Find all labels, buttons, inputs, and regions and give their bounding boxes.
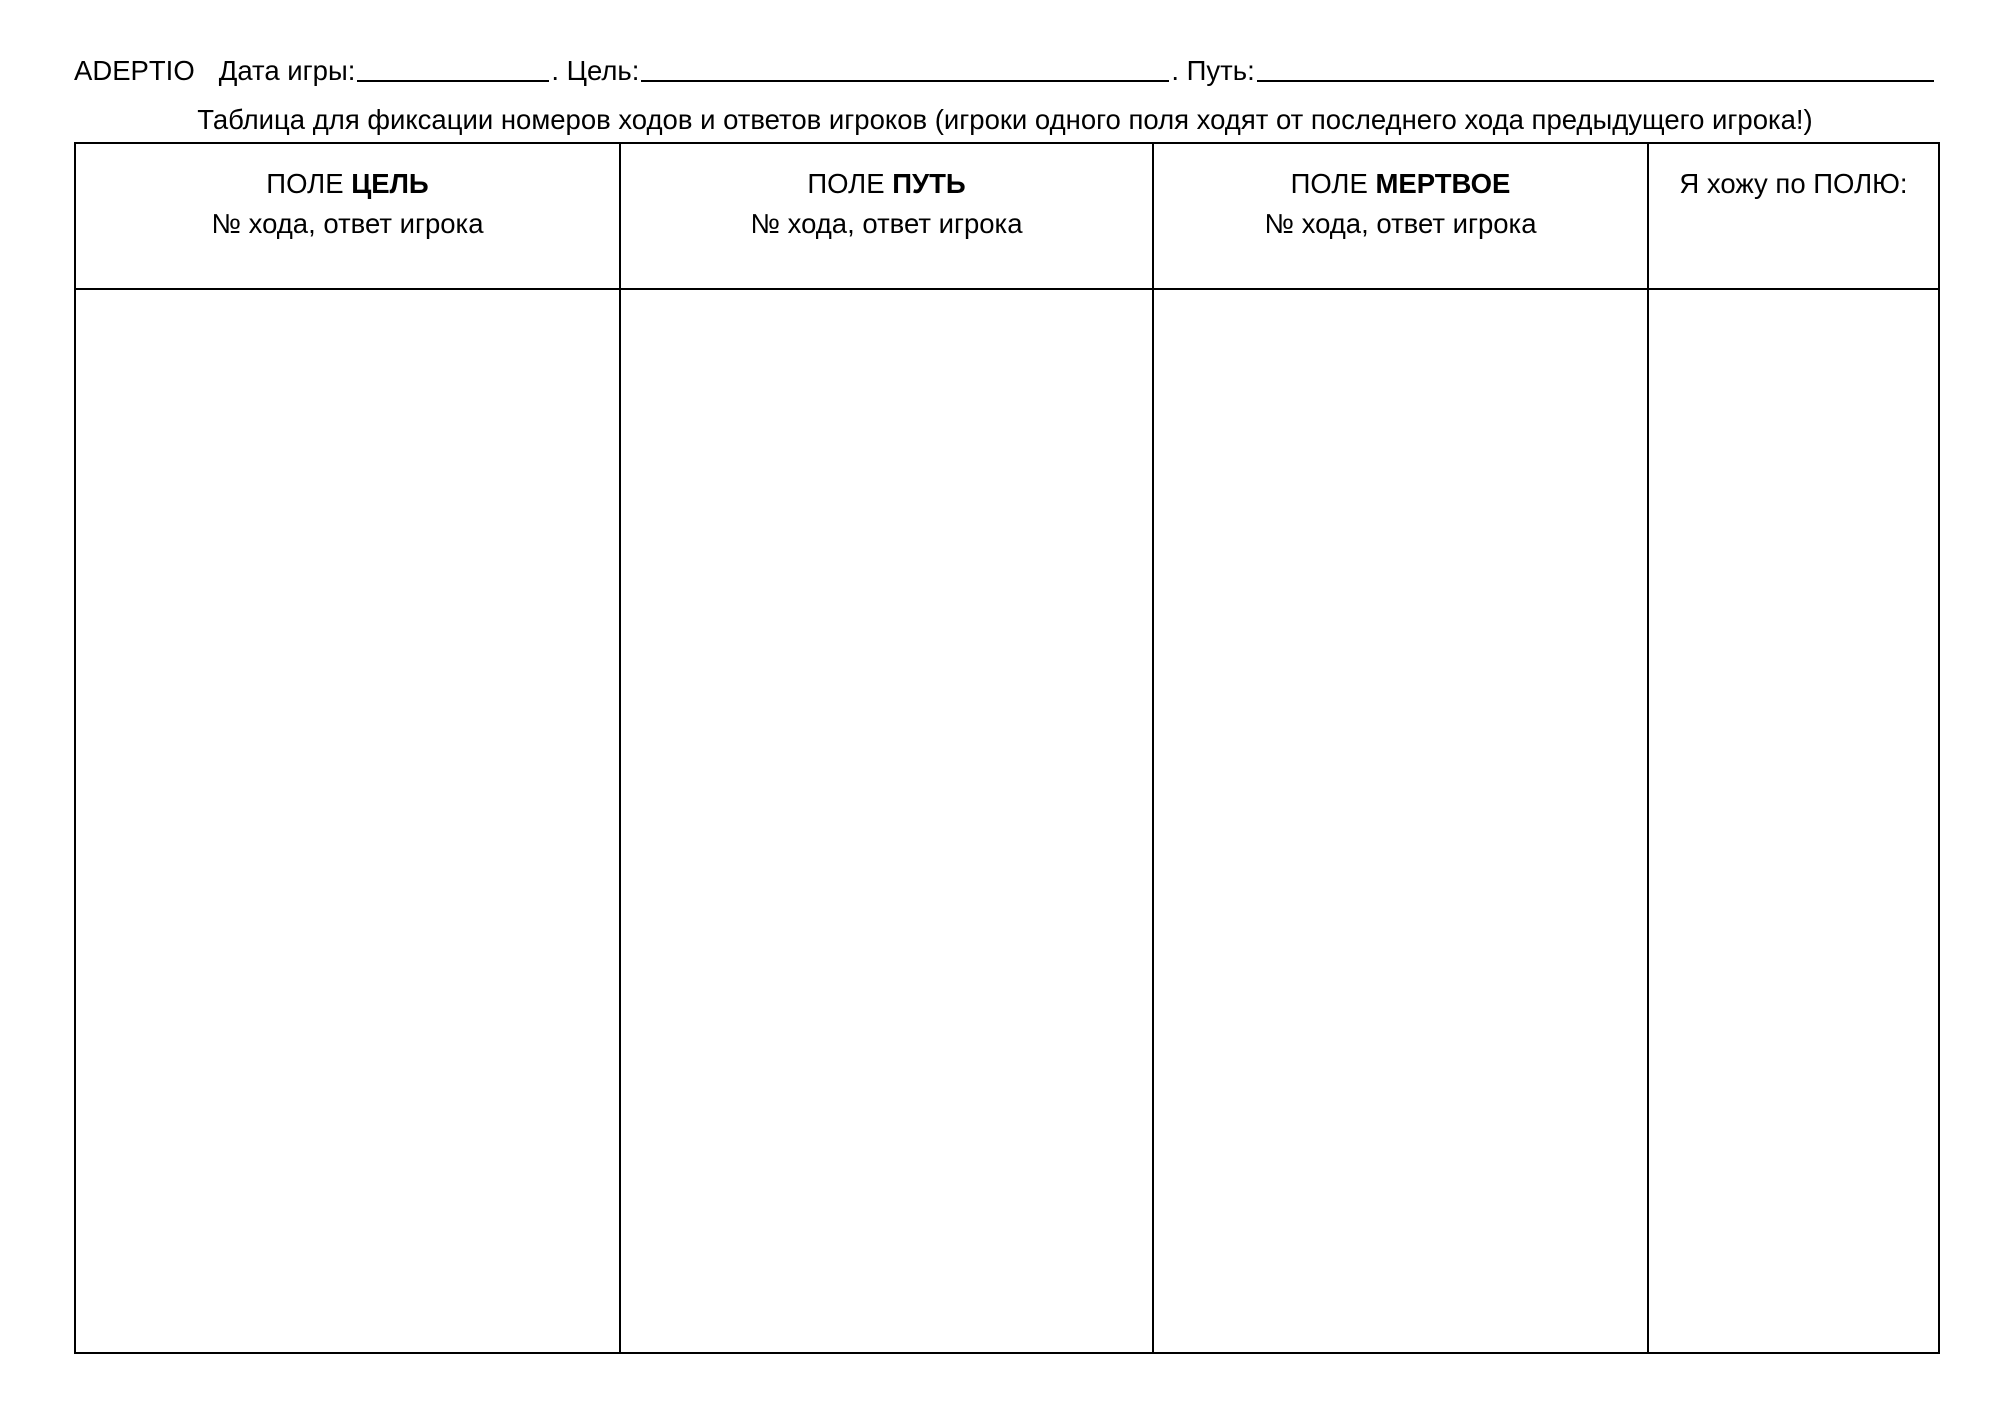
- table-entry-row: [75, 289, 1939, 1353]
- path-field-entry-cell[interactable]: [620, 289, 1153, 1353]
- header-line: [74, 48, 1936, 92]
- dead-field-entry-cell[interactable]: [1153, 289, 1648, 1353]
- table-caption: Таблица для фиксации номеров ходов и ответов игроков (игроки одного поля ходят от последнего хода предыдущего игрока!): [197, 104, 1813, 135]
- column-header-name: МЕРТВОЕ: [1375, 168, 1511, 199]
- column-header-name: ЦЕЛЬ: [351, 168, 429, 199]
- path-label: . Путь:: [1171, 55, 1255, 86]
- moves-record-table: [74, 142, 1940, 1354]
- column-header-goal-field: [75, 143, 620, 289]
- date-label: Дата игры:: [218, 55, 356, 86]
- column-header-name: ПУТЬ: [892, 168, 966, 199]
- table-header-row: [75, 143, 1939, 289]
- my-field-entry-cell[interactable]: [1648, 289, 1939, 1353]
- app-name: ADEPTIO: [74, 55, 195, 86]
- column-header-subtitle: № хода, ответ игрока: [750, 208, 1023, 239]
- column-header-subtitle: № хода, ответ игрока: [211, 208, 484, 239]
- column-header-prefix: ПОЛЕ: [1290, 168, 1376, 199]
- column-header-path-field: [620, 143, 1153, 289]
- column-header-dead-field: [1153, 143, 1648, 289]
- goal-blank-field[interactable]: [641, 50, 1169, 82]
- date-blank-field[interactable]: [357, 50, 549, 82]
- column-header-subtitle: № хода, ответ игрока: [1264, 208, 1537, 239]
- goal-label: . Цель:: [551, 55, 640, 86]
- path-blank-field[interactable]: [1257, 50, 1934, 82]
- goal-field-entry-cell[interactable]: [75, 289, 620, 1353]
- column-header-prefix: ПОЛЕ: [266, 168, 352, 199]
- column-header-my-field: [1648, 143, 1939, 289]
- column-header-prefix: ПОЛЕ: [807, 168, 893, 199]
- column-header-prefix: Я хожу по ПОЛЮ:: [1679, 168, 1908, 199]
